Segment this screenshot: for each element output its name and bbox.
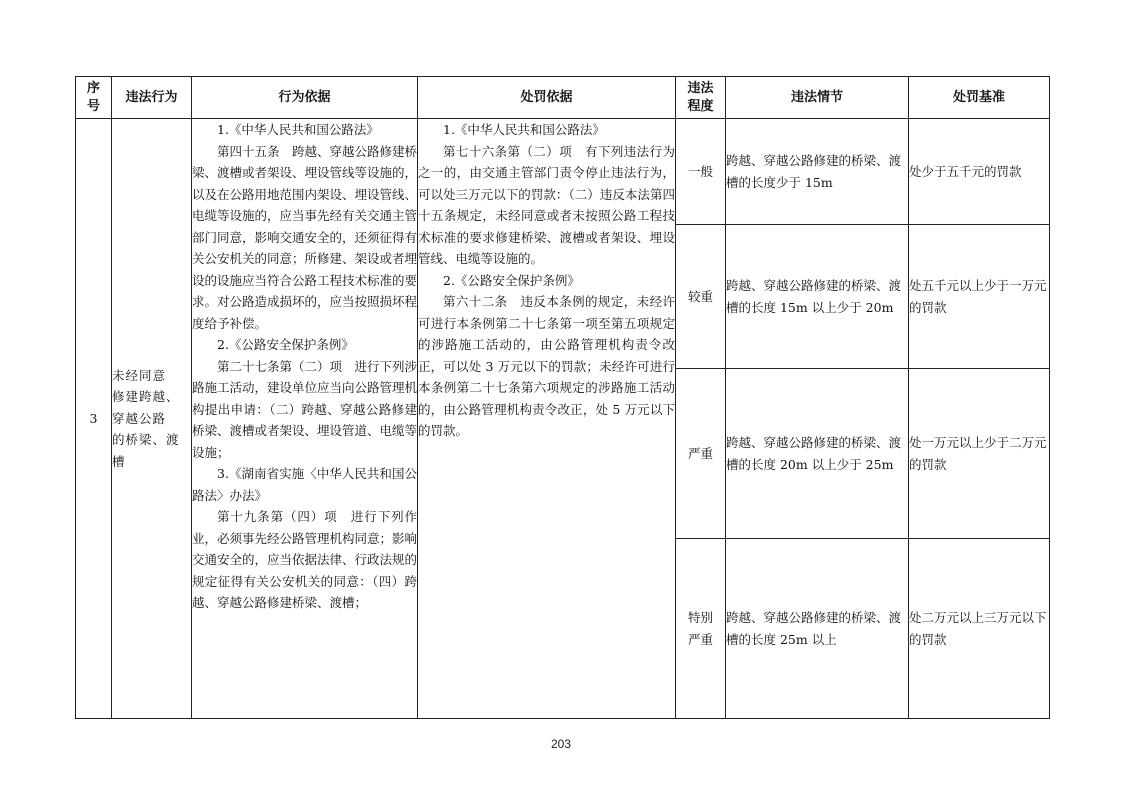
degree-general: 一般: [676, 119, 726, 225]
row-seq: 3: [76, 119, 112, 719]
violation-cell: 未经同意 修建跨越、 穿越公路 的桥梁、渡 槽: [112, 119, 192, 719]
circumstance-general: 跨越、穿越公路修建的桥梁、渡槽的长度少于 15m: [726, 119, 909, 225]
standard-especially-serious: 处二万元以上三万元以下的罚款: [909, 539, 1050, 719]
basis-cell: 1.《中华人民共和国公路法》 第四十五条 跨越、穿越公路修建桥梁、渡槽或者架设、埋设管线等设施的，以及在公路用地范围内架设、埋设管线、电缆等设施的，应当事先经有关交通主管部门同意，影响交通安全的，还须征得有关公安机关的同意；所修建、架设或者埋设的设施应当符合公路工程技术标准的要求。对公路造成损坏的，应当按照损坏程度给予补偿。 2.《公路安全保护条例》 第二十七条第（二）项 进行下列涉路施工活动，建设单位应当向公路管理机构提出申请：（二）跨越、穿越公路修建桥梁、渡槽或者架设、埋设管道、电缆等设施； 3.《湖南省实施〈中华人民共和国公路法〉办法》 第十九条第（四）项 进行下列作业，必须事先经公路管理机构同意；影响交通安全的，应当依据法律、行政法规的规定征得有关公安机关的同意：（四）跨越、穿越公路修建桥梁、渡槽；: [192, 119, 418, 719]
degree-especially-serious: 特别 严重: [676, 539, 726, 719]
header-penalty-basis: 处罚依据: [418, 77, 676, 119]
standard-serious-minor: 处五千元以上少于一万元的罚款: [909, 225, 1050, 369]
table-row: [76, 119, 1050, 225]
degree-serious-minor: 较重: [676, 225, 726, 369]
circumstance-serious-minor: 跨越、穿越公路修建的桥梁、渡槽的长度 15m 以上少于 20m: [726, 225, 909, 369]
header-basis: 行为依据: [192, 77, 418, 119]
header-circumstance: 违法情节: [726, 77, 909, 119]
header-degree: 违法 程度: [676, 77, 726, 119]
circumstance-serious: 跨越、穿越公路修建的桥梁、渡槽的长度 20m 以上少于 25m: [726, 369, 909, 539]
standard-general: 处少于五千元的罚款: [909, 119, 1050, 225]
header-row: [76, 77, 1050, 119]
penalty-basis-cell: 1.《中华人民共和国公路法》 第七十六条第（二）项 有下列违法行为之一的，由交通主管部门责令停止违法行为，可以处三万元以下的罚款：（二）违反本法第四十五条规定，未经同意或者未按照公路工程技术标准的要求修建桥梁、渡槽或者架设、埋设管线、电缆等设施的。 2.《公路安全保护条例》 第六十二条 违反本条例的规定，未经许可进行本条例第二十七条第一项至第五项规定的涉路施工活动的，由公路管理机构责令改正，可以处 3 万元以下的罚款；未经许可进行本条例第二十七条第六项规定的涉路施工活动的，由公路管理机构责令改正，处 5 万元以下的罚款。: [418, 119, 676, 719]
degree-serious: 严重: [676, 369, 726, 539]
penalty-standard-table: [75, 76, 1050, 719]
standard-serious: 处一万元以上少于二万元的罚款: [909, 369, 1050, 539]
circumstance-especially-serious: 跨越、穿越公路修建的桥梁、渡槽的长度 25m 以上: [726, 539, 909, 719]
header-violation: 违法行为: [112, 77, 192, 119]
page-number: 203: [550, 737, 572, 751]
header-standard: 处罚基准: [909, 77, 1050, 119]
header-seq: 序 号: [76, 77, 112, 119]
